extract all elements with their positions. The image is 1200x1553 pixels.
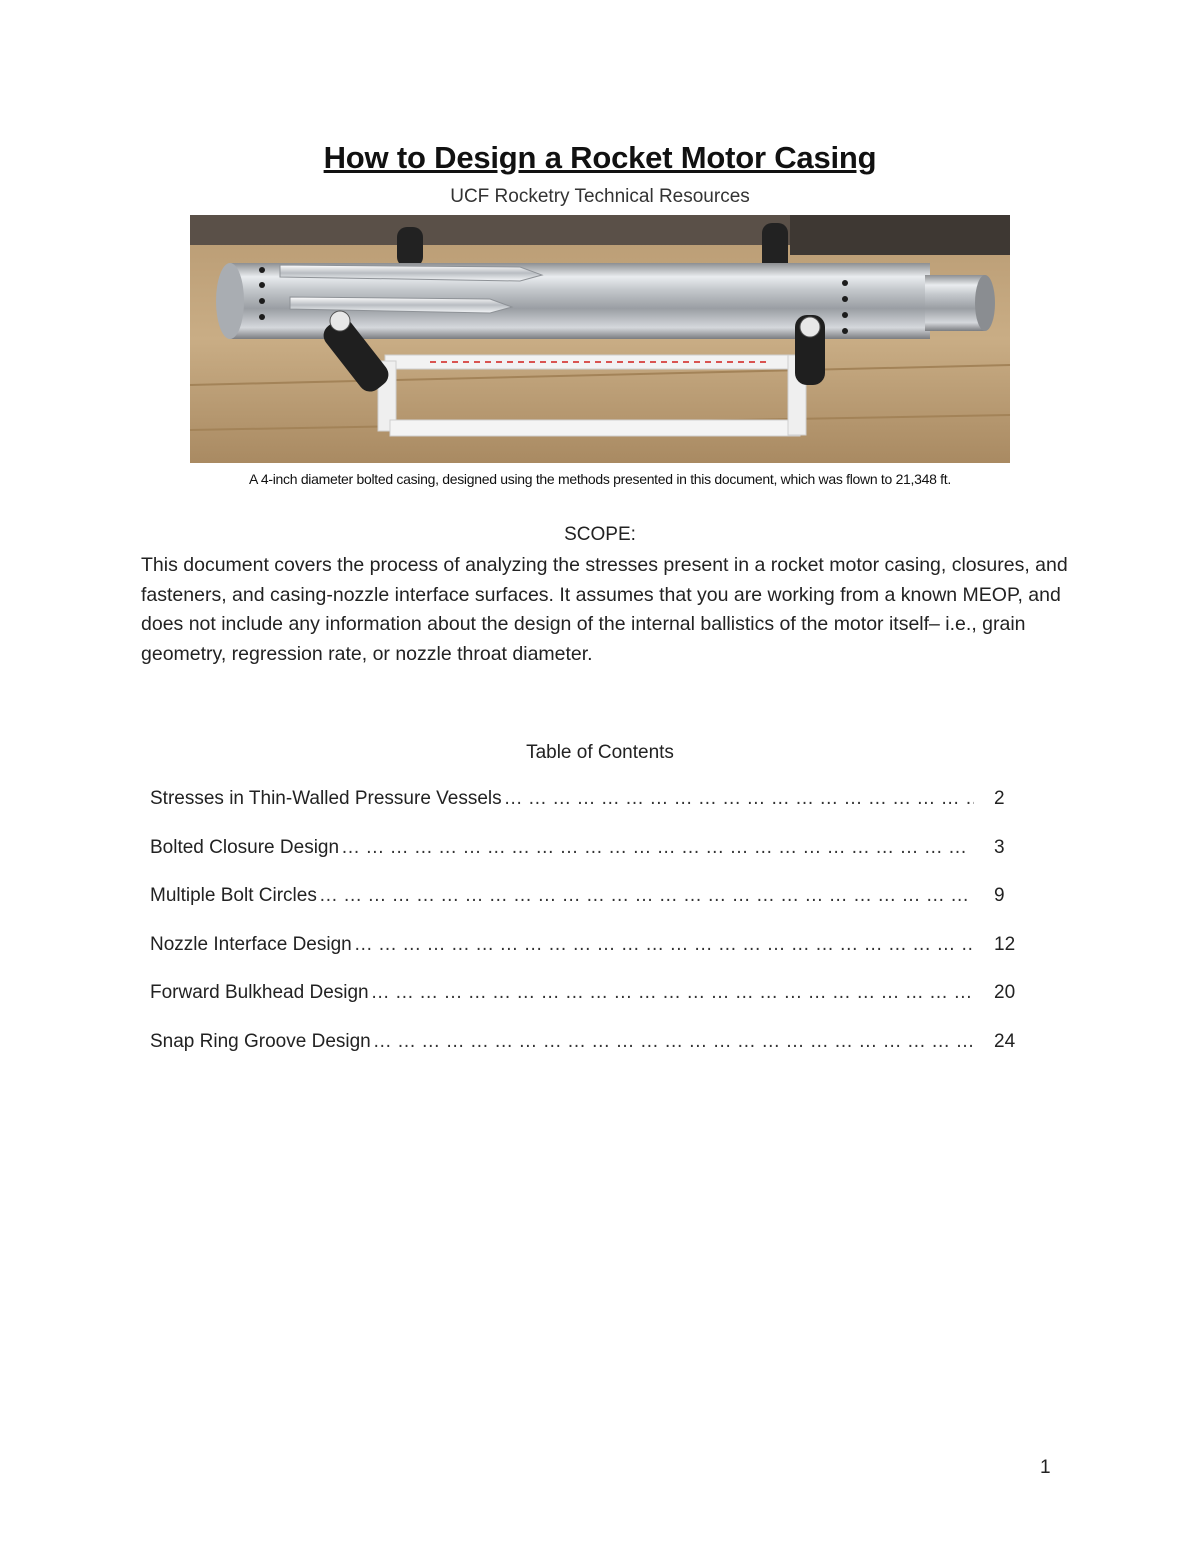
toc-entry-label: Multiple Bolt Circles — [150, 885, 317, 906]
toc-entry[interactable] — [150, 885, 1030, 934]
toc-entry-label: Stresses in Thin-Walled Pressure Vessels — [150, 788, 502, 809]
toc-entry-label: Bolted Closure Design — [150, 836, 340, 858]
scope-heading: SCOPE: — [564, 524, 636, 545]
toc-leader-dots — [504, 788, 974, 810]
document-subtitle: UCF Rocketry Technical Resources — [450, 186, 750, 207]
toc-entry-page: 2 — [994, 788, 1005, 809]
toc-leader-dots — [341, 837, 974, 859]
toc-entry-label: Nozzle Interface Design — [150, 933, 352, 955]
scope-paragraph: This document covers the process of analyzing the stresses present in a rocket motor casing, closures, and fasteners, and casing-nozzle interface surfaces. It assumes that you are working from a known MEOP, and does not include any information about the design of the internal ballistics of the motor itself– i.e., grain geometry, regression rate, or nozzle throat diameter. — [141, 554, 1068, 665]
toc-heading: Table of Contents — [526, 742, 674, 763]
toc-entry[interactable] — [150, 1031, 1030, 1080]
toc-leader-dots — [371, 982, 974, 1004]
document-title: How to Design a Rocket Motor Casing — [323, 140, 877, 175]
rocket-casing-photo — [190, 215, 1010, 463]
toc-entry-label: Forward Bulkhead Design — [150, 982, 369, 1003]
toc-entry-page: 24 — [994, 1030, 1016, 1052]
page-number: 1 — [1040, 1457, 1051, 1478]
toc-entry-page: 3 — [994, 836, 1005, 858]
toc-entry[interactable] — [150, 837, 1030, 886]
figure-caption: A 4-inch diameter bolted casing, designed using the methods presented in this document, which was flown to 21,348 ft. — [249, 471, 951, 487]
toc-leader-dots — [373, 1031, 974, 1053]
toc-entry-page: 12 — [994, 933, 1016, 955]
toc-entry[interactable] — [150, 982, 1030, 1031]
toc-entry-label: Snap Ring Groove Design — [150, 1030, 371, 1052]
toc-entry-page: 20 — [994, 982, 1016, 1003]
table-of-contents — [150, 788, 1030, 1079]
toc-entry[interactable] — [150, 934, 1030, 983]
toc-entry[interactable] — [150, 788, 1030, 837]
toc-leader-dots — [319, 885, 974, 907]
toc-entry-page: 9 — [994, 885, 1005, 906]
toc-leader-dots — [354, 934, 974, 956]
